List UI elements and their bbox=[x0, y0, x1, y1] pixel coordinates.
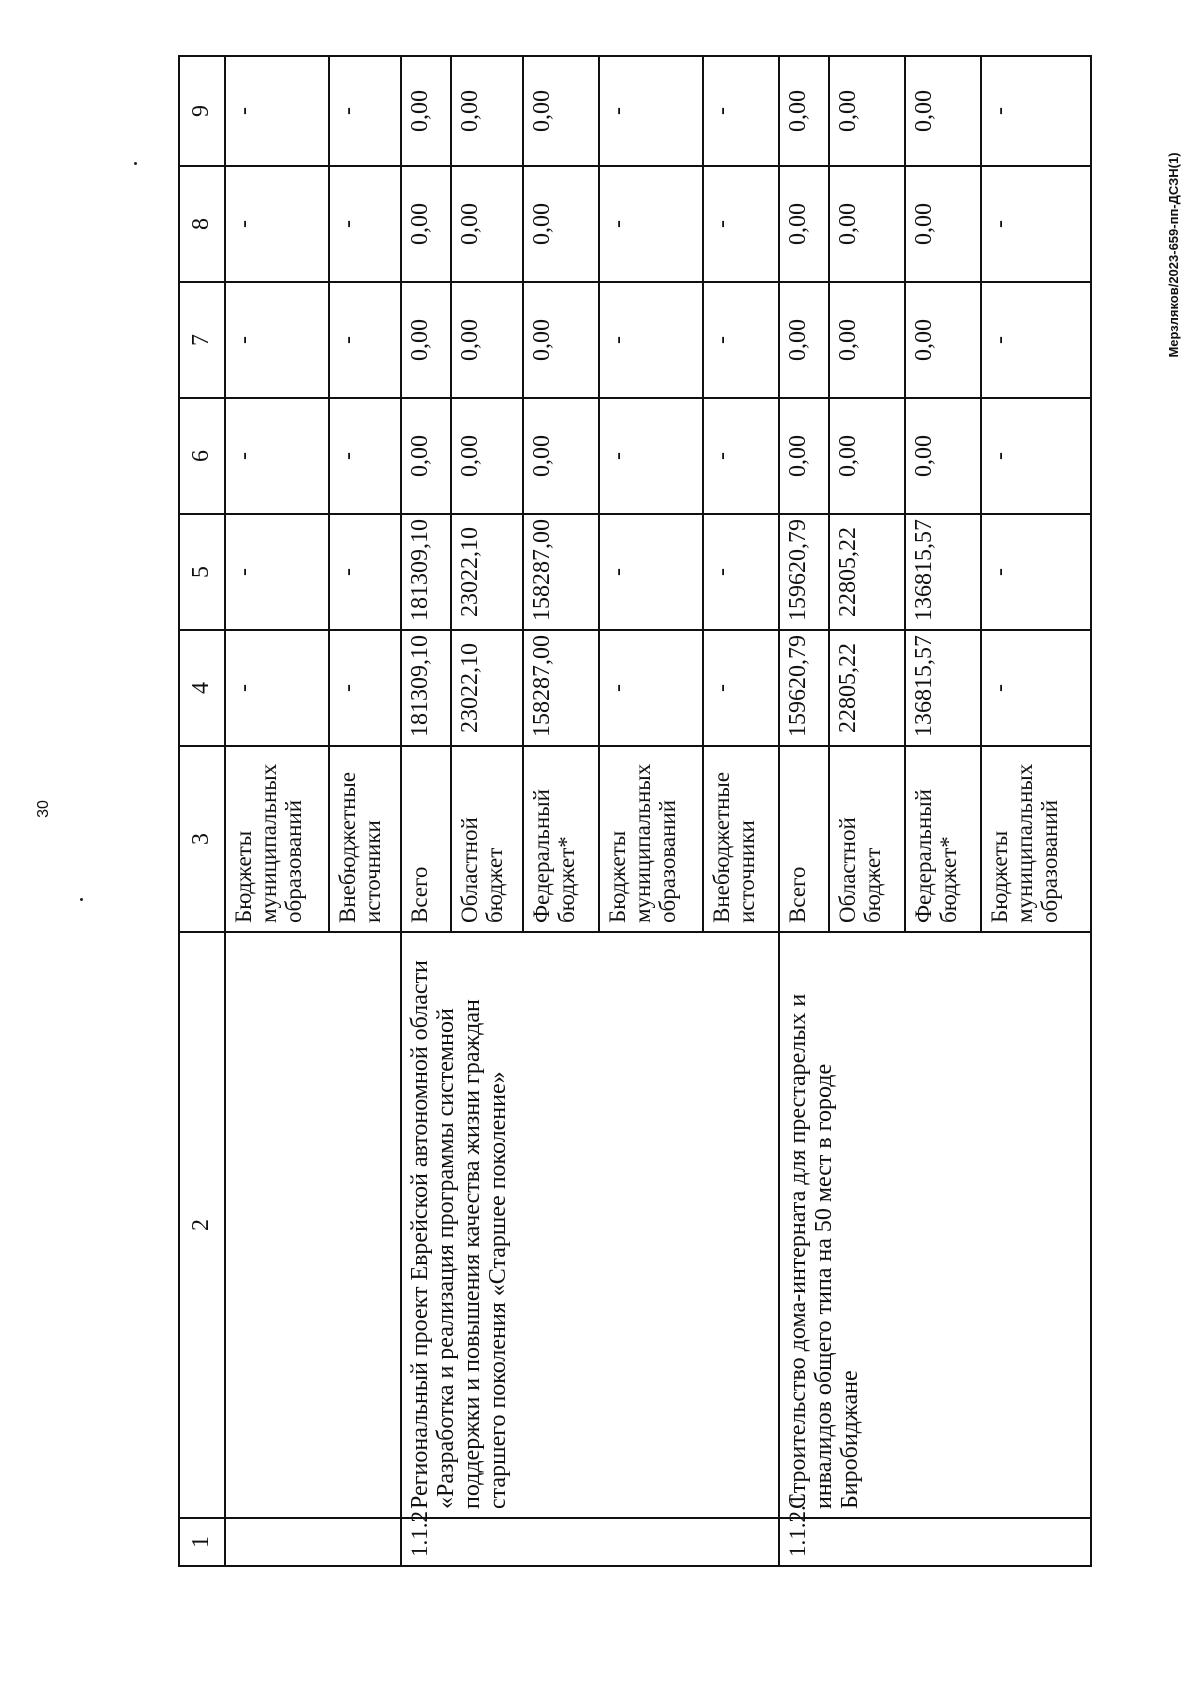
value-cell: - bbox=[703, 166, 779, 282]
value-cell: - bbox=[225, 56, 329, 166]
column-header: 2 bbox=[179, 932, 225, 1518]
value-cell: - bbox=[329, 166, 401, 282]
value-cell: 0,00 bbox=[401, 398, 451, 514]
row-name-cell: Строительство дома-интерната для престарелых и инвалидов общего типа на 50 мест в городе Биробиджане bbox=[779, 932, 1091, 1518]
column-header: 5 bbox=[179, 514, 225, 630]
row-name-cell: Региональный проект Еврейской автономной области «Разработка и реализация программы системной поддержки и повышения качества жизни граждан старшего поколения «Старшее поколение» bbox=[401, 932, 779, 1518]
value-cell: 0,00 bbox=[451, 282, 523, 398]
funding-source-cell: Внебюджетные источники bbox=[703, 746, 779, 932]
page-number: 30 bbox=[35, 800, 52, 818]
row-code-cell: 1.1.2.1 bbox=[779, 1518, 1091, 1566]
value-cell: - bbox=[599, 398, 703, 514]
value-cell: - bbox=[329, 282, 401, 398]
row-code-cell bbox=[225, 1518, 401, 1566]
value-cell: - bbox=[329, 514, 401, 630]
value-cell: 0,00 bbox=[905, 56, 981, 166]
table-row bbox=[779, 56, 829, 1566]
column-header: 4 bbox=[179, 630, 225, 746]
funding-source-cell: Всего bbox=[779, 746, 829, 932]
value-cell: - bbox=[981, 514, 1091, 630]
value-cell: - bbox=[981, 282, 1091, 398]
table-row bbox=[401, 56, 451, 1566]
value-cell: 0,00 bbox=[451, 166, 523, 282]
value-cell: - bbox=[599, 282, 703, 398]
budget-table bbox=[178, 55, 1092, 1567]
funding-source-cell: Федеральный бюджет* bbox=[905, 746, 981, 932]
value-cell: 23022,10 bbox=[451, 630, 523, 746]
value-cell: - bbox=[981, 398, 1091, 514]
row-code-cell: 1.1.2 bbox=[401, 1518, 779, 1566]
funding-source-cell: Внебюджетные источники bbox=[329, 746, 401, 932]
value-cell: 0,00 bbox=[829, 282, 905, 398]
value-cell: 0,00 bbox=[451, 398, 523, 514]
value-cell: - bbox=[981, 56, 1091, 166]
funding-source-cell: Бюджеты муниципальных образований bbox=[225, 746, 329, 932]
column-header: 3 bbox=[179, 746, 225, 932]
budget-table-rotated bbox=[178, 57, 1078, 1567]
value-cell: 181309,10 bbox=[401, 630, 451, 746]
table-header-row bbox=[179, 56, 225, 1566]
column-header: 8 bbox=[179, 166, 225, 282]
value-cell: - bbox=[703, 514, 779, 630]
value-cell: - bbox=[599, 514, 703, 630]
value-cell: - bbox=[225, 166, 329, 282]
column-header: 6 bbox=[179, 398, 225, 514]
value-cell: 0,00 bbox=[451, 56, 523, 166]
value-cell: - bbox=[225, 282, 329, 398]
value-cell: - bbox=[981, 166, 1091, 282]
value-cell: 0,00 bbox=[779, 56, 829, 166]
value-cell: 158287,00 bbox=[523, 514, 599, 630]
value-cell: 159620,79 bbox=[779, 514, 829, 630]
value-cell: 0,00 bbox=[905, 166, 981, 282]
column-header: 7 bbox=[179, 282, 225, 398]
value-cell: 0,00 bbox=[523, 282, 599, 398]
value-cell: - bbox=[703, 398, 779, 514]
value-cell: - bbox=[225, 514, 329, 630]
value-cell: 181309,10 bbox=[401, 514, 451, 630]
column-header: 9 bbox=[179, 56, 225, 166]
value-cell: 22805,22 bbox=[829, 630, 905, 746]
value-cell: 0,00 bbox=[829, 166, 905, 282]
value-cell: - bbox=[225, 630, 329, 746]
value-cell: - bbox=[981, 630, 1091, 746]
value-cell: 0,00 bbox=[401, 282, 451, 398]
value-cell: 0,00 bbox=[779, 166, 829, 282]
value-cell: 0,00 bbox=[905, 282, 981, 398]
funding-source-cell: Областной бюджет bbox=[451, 746, 523, 932]
row-name-cell bbox=[225, 932, 401, 1518]
value-cell: - bbox=[599, 630, 703, 746]
value-cell: 0,00 bbox=[401, 166, 451, 282]
value-cell: 0,00 bbox=[829, 56, 905, 166]
value-cell: - bbox=[225, 398, 329, 514]
value-cell: 0,00 bbox=[401, 56, 451, 166]
budget-table-container bbox=[178, 57, 1200, 1557]
value-cell: 22805,22 bbox=[829, 514, 905, 630]
value-cell: 0,00 bbox=[523, 56, 599, 166]
value-cell: 0,00 bbox=[779, 282, 829, 398]
value-cell: 0,00 bbox=[523, 166, 599, 282]
value-cell: - bbox=[329, 56, 401, 166]
value-cell: 159620,79 bbox=[779, 630, 829, 746]
value-cell: 136815,57 bbox=[905, 514, 981, 630]
value-cell: - bbox=[703, 282, 779, 398]
value-cell: - bbox=[329, 630, 401, 746]
document-code-text: Мерзляков/2023-659-пп-ДСЗН(1) bbox=[1166, 152, 1181, 358]
column-header: 1 bbox=[179, 1518, 225, 1566]
scan-speck bbox=[80, 898, 83, 901]
value-cell: 0,00 bbox=[779, 398, 829, 514]
funding-source-cell: Федеральный бюджет* bbox=[523, 746, 599, 932]
value-cell: 136815,57 bbox=[905, 630, 981, 746]
value-cell: - bbox=[703, 630, 779, 746]
value-cell: 23022,10 bbox=[451, 514, 523, 630]
value-cell: - bbox=[703, 56, 779, 166]
funding-source-cell: Всего bbox=[401, 746, 451, 932]
table-row bbox=[225, 56, 329, 1566]
funding-source-cell: Бюджеты муниципальных образований bbox=[599, 746, 703, 932]
value-cell: 0,00 bbox=[829, 398, 905, 514]
value-cell: - bbox=[599, 56, 703, 166]
value-cell: 0,00 bbox=[523, 398, 599, 514]
value-cell: 0,00 bbox=[905, 398, 981, 514]
funding-source-cell: Областной бюджет bbox=[829, 746, 905, 932]
funding-source-cell: Бюджеты муниципальных образований bbox=[981, 746, 1091, 932]
value-cell: - bbox=[599, 166, 703, 282]
value-cell: - bbox=[329, 398, 401, 514]
value-cell: 158287,00 bbox=[523, 630, 599, 746]
scan-speck bbox=[134, 162, 137, 165]
